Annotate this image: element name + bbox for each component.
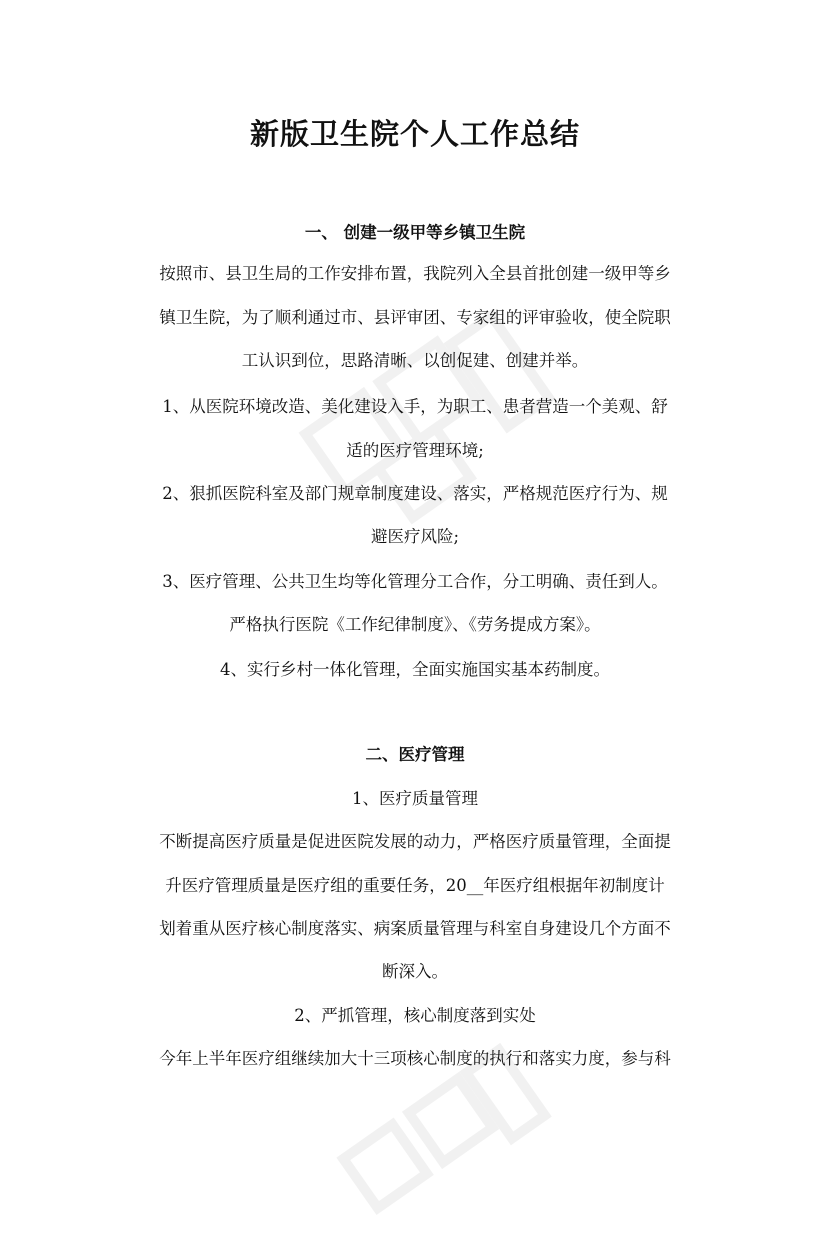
list-item-line: 适的医疗管理环境; — [346, 441, 484, 460]
paragraph-line: 镇卫生院，为了顺利通过市、县评审团、专家组的评审验收，使全院职 — [159, 308, 671, 327]
paragraph-line: 断深入。 — [382, 962, 448, 981]
list-item-line: 严格执行医院《工作纪律制度》、《劳务提成方案》。 — [229, 615, 601, 634]
section-heading-2: 二、医疗管理 — [365, 745, 465, 764]
paragraph-line: 按照市、县卫生局的工作安排布置，我院列入全县首批创建一级甲等乡 — [159, 264, 671, 283]
list-item-line: 4、实行乡村一体化管理，全面实施国实基本药制度。 — [220, 660, 610, 679]
paragraph-line: 划着重从医疗核心制度落实、病案质量管理与科室自身建设几个方面不 — [159, 919, 671, 938]
list-item-line: 避医疗风险; — [370, 527, 460, 546]
list-item-line: 1、从医院环境改造、美化建设入手，为职工、患者营造一个美观、舒 — [162, 397, 668, 416]
subsection-heading: 1、医疗质量管理 — [352, 789, 478, 808]
list-item-line: 2、狠抓医院科室及部门规章制度建设、落实，严格规范医疗行为、规 — [162, 484, 668, 503]
subsection-heading: 2、严抓管理，核心制度落到实处 — [294, 1006, 536, 1025]
paragraph-line: 今年上半年医疗组继续加大十三项核心制度的执行和落实力度，参与科 — [159, 1049, 671, 1068]
paragraph-line: 升医疗管理质量是医疗组的重要任务，20__年医疗组根据年初制度计 — [165, 876, 665, 895]
paragraph-line: 工认识到位，思路清晰、以创促建、创建并举。 — [241, 351, 589, 370]
section-heading-1: 一、 创建一级甲等乡镇卫生院 — [304, 223, 526, 242]
paragraph-line: 不断提高医疗质量是促进医院发展的动力，严格医疗质量管理，全面提 — [159, 832, 671, 851]
document-title: 新版卫生院个人工作总结 — [249, 117, 580, 151]
list-item-line: 3、医疗管理、公共卫生均等化管理分工合作，分工明确、责任到人。 — [162, 572, 668, 591]
